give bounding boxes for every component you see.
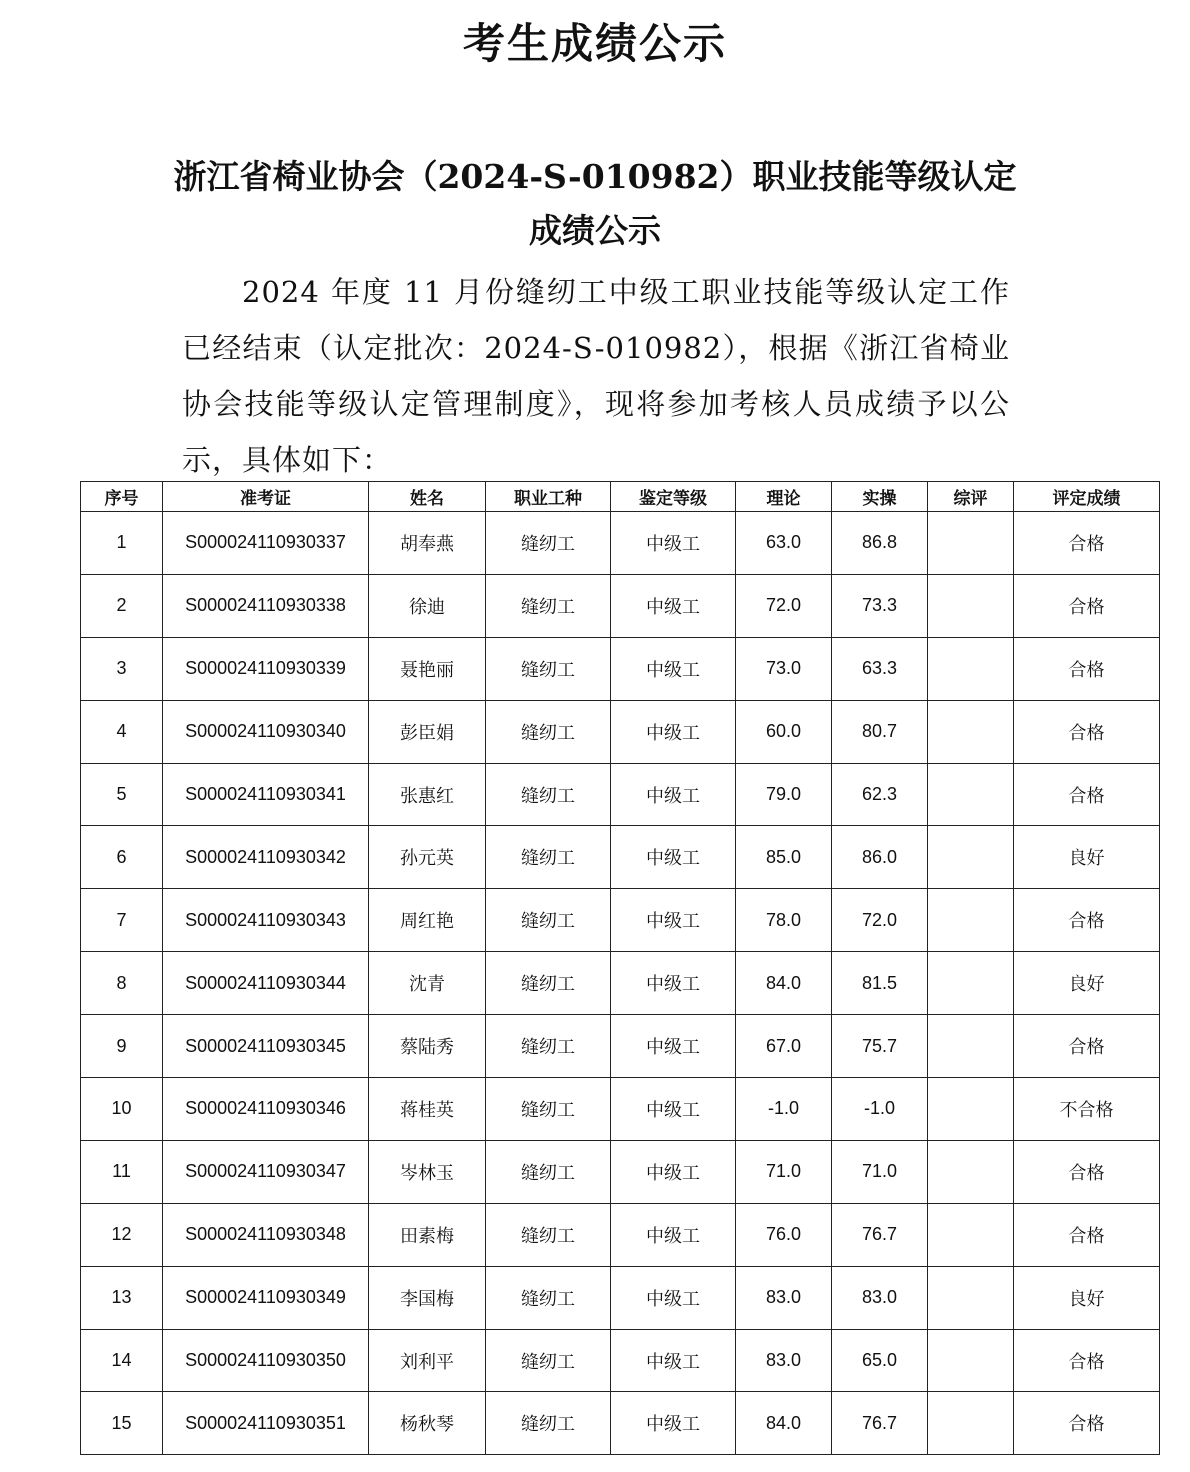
header-ticket: 准考证 bbox=[163, 482, 369, 512]
cell-theory: 79.0 bbox=[736, 763, 832, 826]
cell-name: 岑林玉 bbox=[369, 1140, 486, 1203]
cell-ticket: S000024110930339 bbox=[163, 637, 369, 700]
cell-seq: 14 bbox=[81, 1329, 163, 1392]
cell-name: 胡奉燕 bbox=[369, 512, 486, 575]
header-theory: 理论 bbox=[736, 482, 832, 512]
table-row bbox=[81, 637, 1160, 700]
cell-overall bbox=[928, 1203, 1014, 1266]
cell-name: 刘利平 bbox=[369, 1329, 486, 1392]
cell-practice: 81.5 bbox=[832, 952, 928, 1015]
cell-name: 孙元英 bbox=[369, 826, 486, 889]
cell-level: 中级工 bbox=[611, 574, 736, 637]
cell-seq: 4 bbox=[81, 700, 163, 763]
table-row bbox=[81, 1140, 1160, 1203]
cell-seq: 8 bbox=[81, 952, 163, 1015]
cell-level: 中级工 bbox=[611, 1140, 736, 1203]
cell-practice: 73.3 bbox=[832, 574, 928, 637]
cell-seq: 2 bbox=[81, 574, 163, 637]
cell-occupation: 缝纫工 bbox=[486, 574, 611, 637]
cell-result: 良好 bbox=[1014, 1266, 1160, 1329]
cell-level: 中级工 bbox=[611, 763, 736, 826]
table-row bbox=[81, 826, 1160, 889]
notice-title bbox=[150, 150, 1040, 258]
cell-theory: 83.0 bbox=[736, 1329, 832, 1392]
cell-occupation: 缝纫工 bbox=[486, 1392, 611, 1455]
cell-overall bbox=[928, 1392, 1014, 1455]
cell-seq: 7 bbox=[81, 889, 163, 952]
cell-result: 合格 bbox=[1014, 574, 1160, 637]
cell-overall bbox=[928, 1140, 1014, 1203]
cell-seq: 11 bbox=[81, 1140, 163, 1203]
table-row bbox=[81, 512, 1160, 575]
table-row bbox=[81, 889, 1160, 952]
table-row bbox=[81, 763, 1160, 826]
cell-practice: 76.7 bbox=[832, 1203, 928, 1266]
cell-theory: 76.0 bbox=[736, 1203, 832, 1266]
notice-title-line2: 成绩公示 bbox=[529, 211, 661, 250]
table-body bbox=[81, 512, 1160, 1455]
cell-ticket: S000024110930350 bbox=[163, 1329, 369, 1392]
cell-overall bbox=[928, 700, 1014, 763]
cell-ticket: S000024110930349 bbox=[163, 1266, 369, 1329]
cell-seq: 15 bbox=[81, 1392, 163, 1455]
header-seq: 序号 bbox=[81, 482, 163, 512]
cell-level: 中级工 bbox=[611, 889, 736, 952]
cell-occupation: 缝纫工 bbox=[486, 637, 611, 700]
cell-result: 良好 bbox=[1014, 952, 1160, 1015]
cell-level: 中级工 bbox=[611, 826, 736, 889]
cell-seq: 9 bbox=[81, 1015, 163, 1078]
cell-theory: 71.0 bbox=[736, 1140, 832, 1203]
cell-ticket: S000024110930341 bbox=[163, 763, 369, 826]
cell-result: 合格 bbox=[1014, 1203, 1160, 1266]
cell-practice: 72.0 bbox=[832, 889, 928, 952]
table-row bbox=[81, 574, 1160, 637]
cell-result: 合格 bbox=[1014, 1392, 1160, 1455]
cell-name: 蔡陆秀 bbox=[369, 1015, 486, 1078]
header-result: 评定成绩 bbox=[1014, 482, 1160, 512]
cell-ticket: S000024110930345 bbox=[163, 1015, 369, 1078]
cell-seq: 12 bbox=[81, 1203, 163, 1266]
cell-theory: 60.0 bbox=[736, 700, 832, 763]
table-row bbox=[81, 952, 1160, 1015]
cell-overall bbox=[928, 1078, 1014, 1141]
cell-name: 徐迪 bbox=[369, 574, 486, 637]
cell-level: 中级工 bbox=[611, 1329, 736, 1392]
cell-theory: 83.0 bbox=[736, 1266, 832, 1329]
cell-name: 周红艳 bbox=[369, 889, 486, 952]
cell-theory: 72.0 bbox=[736, 574, 832, 637]
cell-occupation: 缝纫工 bbox=[486, 952, 611, 1015]
cell-practice: -1.0 bbox=[832, 1078, 928, 1141]
cell-occupation: 缝纫工 bbox=[486, 700, 611, 763]
cell-theory: 67.0 bbox=[736, 1015, 832, 1078]
cell-name: 沈青 bbox=[369, 952, 486, 1015]
scores-table bbox=[80, 481, 1160, 1455]
cell-theory: -1.0 bbox=[736, 1078, 832, 1141]
cell-theory: 84.0 bbox=[736, 952, 832, 1015]
cell-practice: 65.0 bbox=[832, 1329, 928, 1392]
cell-name: 田素梅 bbox=[369, 1203, 486, 1266]
notice-title-line1: 浙江省椅业协会（2024-S-010982）职业技能等级认定 bbox=[173, 157, 1017, 196]
cell-seq: 3 bbox=[81, 637, 163, 700]
cell-result: 合格 bbox=[1014, 637, 1160, 700]
table-row bbox=[81, 1329, 1160, 1392]
cell-overall bbox=[928, 826, 1014, 889]
cell-overall bbox=[928, 952, 1014, 1015]
cell-result: 合格 bbox=[1014, 1015, 1160, 1078]
table-header-row bbox=[81, 482, 1160, 512]
cell-overall bbox=[928, 1015, 1014, 1078]
cell-occupation: 缝纫工 bbox=[486, 1140, 611, 1203]
cell-practice: 71.0 bbox=[832, 1140, 928, 1203]
header-overall: 综评 bbox=[928, 482, 1014, 512]
cell-occupation: 缝纫工 bbox=[486, 512, 611, 575]
cell-ticket: S000024110930342 bbox=[163, 826, 369, 889]
cell-overall bbox=[928, 512, 1014, 575]
cell-level: 中级工 bbox=[611, 1203, 736, 1266]
header-practice: 实操 bbox=[832, 482, 928, 512]
cell-practice: 86.0 bbox=[832, 826, 928, 889]
cell-ticket: S000024110930346 bbox=[163, 1078, 369, 1141]
cell-seq: 6 bbox=[81, 826, 163, 889]
cell-overall bbox=[928, 1266, 1014, 1329]
cell-occupation: 缝纫工 bbox=[486, 1266, 611, 1329]
cell-theory: 78.0 bbox=[736, 889, 832, 952]
intro-paragraph: 2024 年度 11 月份缝纫工中级工职业技能等级认定工作已经结束（认定批次：2024-S-010982），根据《浙江省椅业协会技能等级认定管理制度》，现将参加考核人员成绩予以公示，具体如下： bbox=[182, 275, 1010, 477]
cell-name: 聂艳丽 bbox=[369, 637, 486, 700]
cell-practice: 83.0 bbox=[832, 1266, 928, 1329]
table-row bbox=[81, 1078, 1160, 1141]
cell-overall bbox=[928, 889, 1014, 952]
cell-practice: 76.7 bbox=[832, 1392, 928, 1455]
cell-ticket: S000024110930337 bbox=[163, 512, 369, 575]
cell-practice: 75.7 bbox=[832, 1015, 928, 1078]
header-name: 姓名 bbox=[369, 482, 486, 512]
cell-result: 合格 bbox=[1014, 763, 1160, 826]
cell-overall bbox=[928, 1329, 1014, 1392]
table-row bbox=[81, 1015, 1160, 1078]
cell-ticket: S000024110930340 bbox=[163, 700, 369, 763]
table-row bbox=[81, 1266, 1160, 1329]
cell-theory: 73.0 bbox=[736, 637, 832, 700]
cell-level: 中级工 bbox=[611, 637, 736, 700]
cell-result: 合格 bbox=[1014, 889, 1160, 952]
header-level: 鉴定等级 bbox=[611, 482, 736, 512]
cell-level: 中级工 bbox=[611, 512, 736, 575]
cell-occupation: 缝纫工 bbox=[486, 763, 611, 826]
cell-result: 合格 bbox=[1014, 1140, 1160, 1203]
cell-name: 蒋桂英 bbox=[369, 1078, 486, 1141]
cell-result: 良好 bbox=[1014, 826, 1160, 889]
cell-ticket: S000024110930348 bbox=[163, 1203, 369, 1266]
cell-level: 中级工 bbox=[611, 1392, 736, 1455]
cell-occupation: 缝纫工 bbox=[486, 1203, 611, 1266]
cell-theory: 84.0 bbox=[736, 1392, 832, 1455]
cell-level: 中级工 bbox=[611, 1078, 736, 1141]
cell-seq: 10 bbox=[81, 1078, 163, 1141]
cell-occupation: 缝纫工 bbox=[486, 826, 611, 889]
cell-occupation: 缝纫工 bbox=[486, 889, 611, 952]
cell-ticket: S000024110930344 bbox=[163, 952, 369, 1015]
cell-practice: 62.3 bbox=[832, 763, 928, 826]
table-row bbox=[81, 1203, 1160, 1266]
cell-practice: 86.8 bbox=[832, 512, 928, 575]
cell-name: 杨秋琴 bbox=[369, 1392, 486, 1455]
cell-level: 中级工 bbox=[611, 700, 736, 763]
cell-overall bbox=[928, 574, 1014, 637]
table-row bbox=[81, 700, 1160, 763]
cell-theory: 63.0 bbox=[736, 512, 832, 575]
cell-overall bbox=[928, 637, 1014, 700]
cell-ticket: S000024110930347 bbox=[163, 1140, 369, 1203]
cell-level: 中级工 bbox=[611, 1015, 736, 1078]
page-title: 考生成绩公示 bbox=[462, 19, 727, 68]
cell-result: 不合格 bbox=[1014, 1078, 1160, 1141]
cell-name: 张惠红 bbox=[369, 763, 486, 826]
cell-result: 合格 bbox=[1014, 1329, 1160, 1392]
cell-practice: 63.3 bbox=[832, 637, 928, 700]
cell-seq: 13 bbox=[81, 1266, 163, 1329]
cell-name: 彭臣娟 bbox=[369, 700, 486, 763]
table-row bbox=[81, 1392, 1160, 1455]
cell-occupation: 缝纫工 bbox=[486, 1015, 611, 1078]
cell-practice: 80.7 bbox=[832, 700, 928, 763]
cell-ticket: S000024110930338 bbox=[163, 574, 369, 637]
cell-level: 中级工 bbox=[611, 1266, 736, 1329]
cell-result: 合格 bbox=[1014, 700, 1160, 763]
cell-name: 李国梅 bbox=[369, 1266, 486, 1329]
cell-seq: 1 bbox=[81, 512, 163, 575]
cell-occupation: 缝纫工 bbox=[486, 1078, 611, 1141]
cell-result: 合格 bbox=[1014, 512, 1160, 575]
cell-level: 中级工 bbox=[611, 952, 736, 1015]
cell-occupation: 缝纫工 bbox=[486, 1329, 611, 1392]
cell-seq: 5 bbox=[81, 763, 163, 826]
cell-theory: 85.0 bbox=[736, 826, 832, 889]
cell-ticket: S000024110930343 bbox=[163, 889, 369, 952]
cell-overall bbox=[928, 763, 1014, 826]
header-occupation: 职业工种 bbox=[486, 482, 611, 512]
cell-ticket: S000024110930351 bbox=[163, 1392, 369, 1455]
